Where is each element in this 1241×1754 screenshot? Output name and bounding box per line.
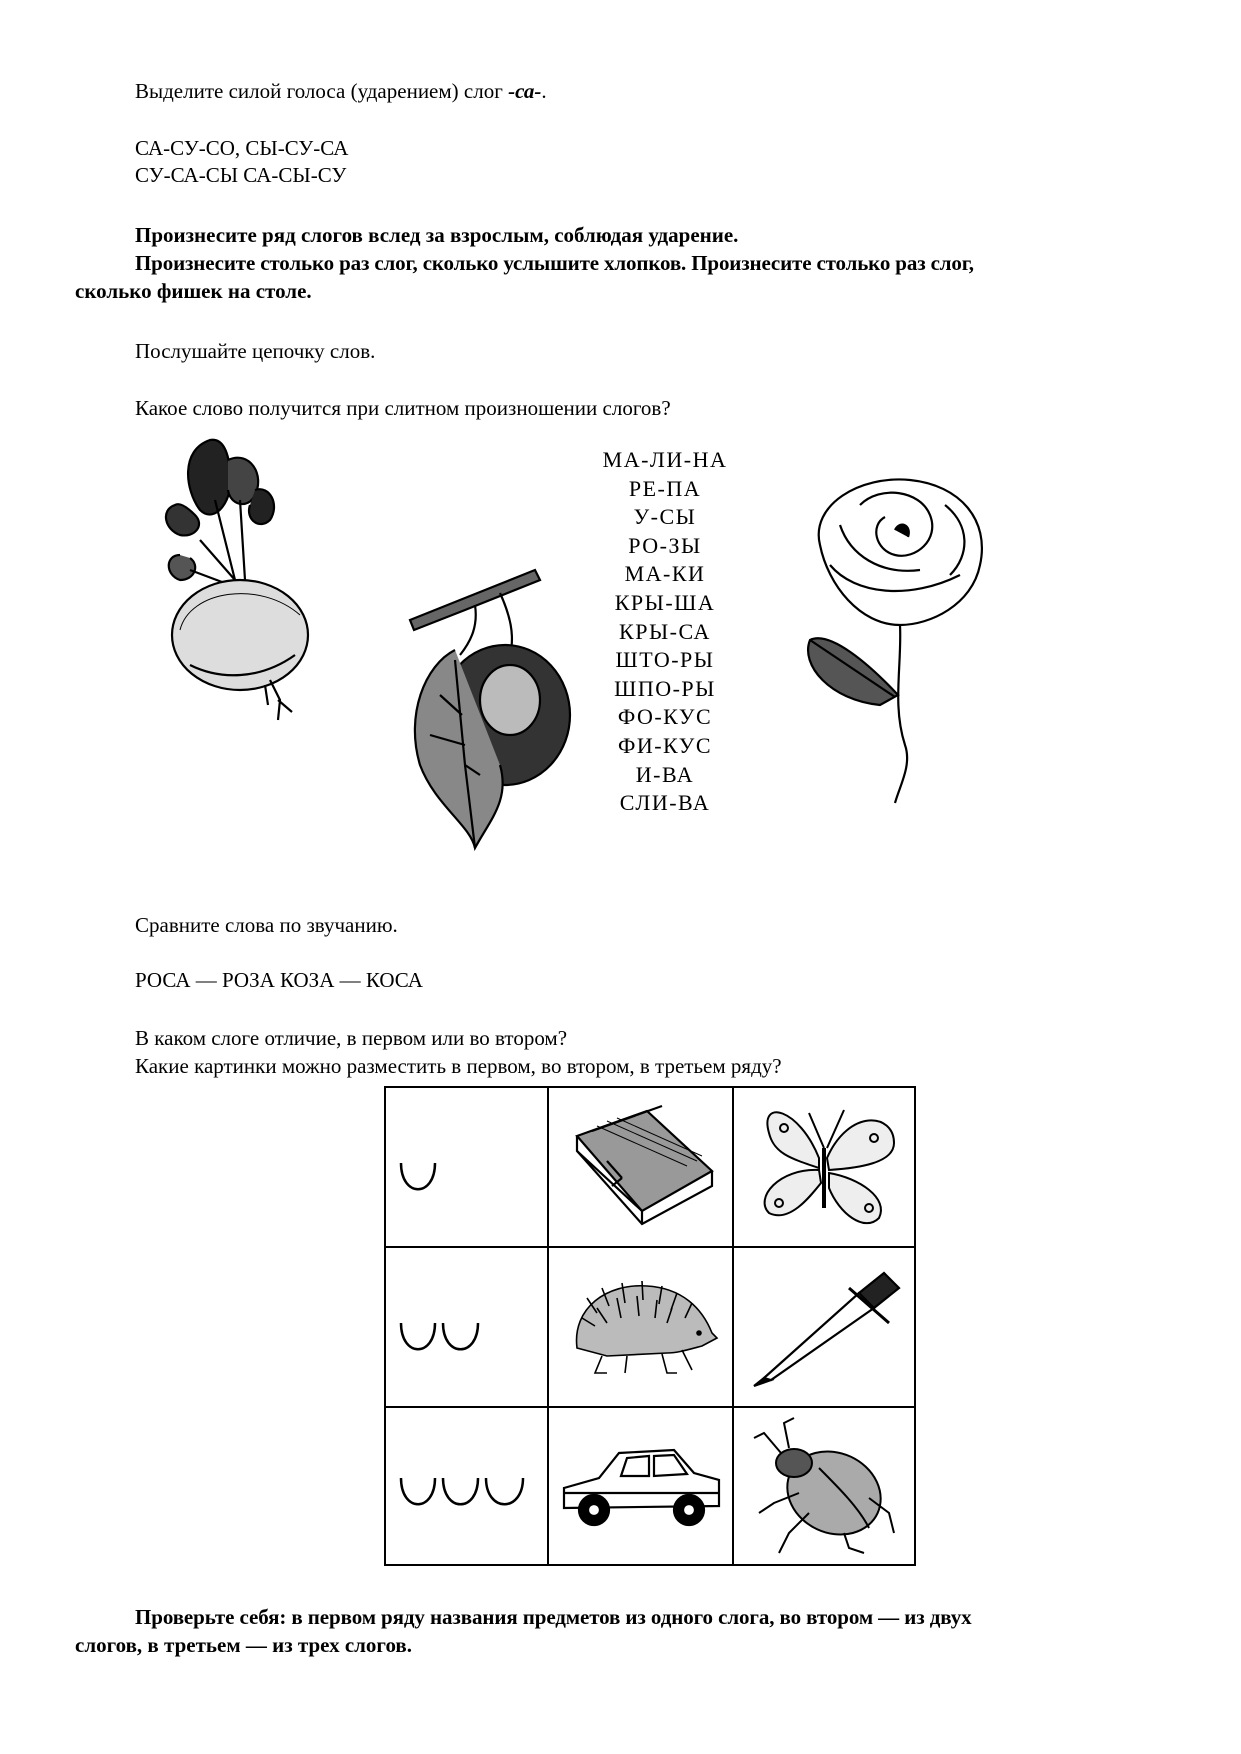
question-rows: Какие картинки можно разместить в первом, во втором, в третьем ряду?: [135, 1054, 782, 1078]
grid-cell-marks-2: [386, 1248, 549, 1408]
instruction-line-2a: Произнесите столько раз слог, сколько услышите хлопков. Произнесите столько раз слог,: [135, 251, 974, 275]
syllable-word: КРЫ-ША: [614, 589, 716, 615]
syllable-word: ШПО-РЫ: [614, 675, 716, 701]
syllable-word: ШТО-РЫ: [615, 647, 715, 673]
intro-line: [135, 78, 547, 104]
question-syllable: В каком слоге отличие, в первом или во втором?: [135, 1026, 568, 1050]
syllable-word: КРЫ-СА: [619, 618, 711, 644]
syllable-word: СЛИ-ВА: [619, 790, 711, 816]
syllable-word: МА-ЛИ-НА: [602, 447, 728, 472]
syllable-word: МА-КИ: [624, 561, 706, 587]
instruction-line-2b: сколько фишек на столе.: [75, 279, 312, 303]
syllable-line-2: СУ-СА-СЫ СА-СЫ-СУ: [135, 163, 347, 187]
syllable-word: РО-ЗЫ: [628, 532, 702, 558]
syllable-word: У-СЫ: [633, 504, 697, 530]
syllable-word: ФИ-КУС: [617, 732, 713, 758]
pen-drawing: [749, 1268, 904, 1388]
grid-cell-pen: [734, 1248, 914, 1408]
syllable-word: И-ВА: [635, 761, 695, 787]
picture-grid: [384, 1086, 916, 1566]
grid-cell-car: [549, 1408, 734, 1564]
grid-cell-hedgehog: [549, 1248, 734, 1408]
instruction-line-1: Произнесите ряд слогов вслед за взрослым, соблюдая ударение.: [135, 223, 739, 247]
intro-suffix: .: [541, 79, 547, 103]
check-line-1: Проверьте себя: в первом ряду названия предметов из одного слога, во втором — из двух: [135, 1605, 972, 1629]
syllable-words-list: [560, 446, 770, 818]
plum-drawing: [400, 565, 580, 850]
grid-cell-beetle: [734, 1408, 914, 1564]
grid-cell-marks-3: [386, 1408, 549, 1564]
turnip-drawing: [160, 430, 330, 720]
butterfly-drawing: [749, 1098, 904, 1238]
grid-cell-book: [549, 1088, 734, 1248]
syllable-word: ФО-КУС: [617, 704, 713, 730]
grid-cell-marks-1: [386, 1088, 549, 1248]
syllable-arcs-icon: [398, 1318, 483, 1358]
question-word: Какое слово получится при слитном произношении слогов?: [135, 396, 671, 420]
accent-syllable: -са-: [508, 79, 542, 103]
book-drawing: [567, 1106, 717, 1226]
syllable-arc-icon: [398, 1158, 438, 1198]
syllable-arcs-icon: [398, 1473, 528, 1513]
word-pairs: РОСА — РОЗА КОЗА — КОСА: [135, 968, 423, 992]
hedgehog-drawing: [567, 1278, 717, 1378]
intro-prefix: Выделите силой голоса (ударением) слог: [135, 79, 509, 103]
rose-drawing: [800, 465, 1000, 805]
grid-cell-butterfly: [734, 1088, 914, 1248]
check-line-2: слогов, в третьем — из трех слогов.: [75, 1633, 413, 1657]
syllable-line-1: СА-СУ-СО, СЫ-СУ-СА: [135, 136, 349, 160]
car-drawing: [559, 1438, 724, 1538]
listen-text: Послушайте цепочку слов.: [135, 339, 376, 363]
syllable-word: РЕ-ПА: [628, 475, 702, 501]
beetle-drawing: [749, 1418, 899, 1558]
compare-text: Сравните слова по звучанию.: [135, 913, 398, 937]
